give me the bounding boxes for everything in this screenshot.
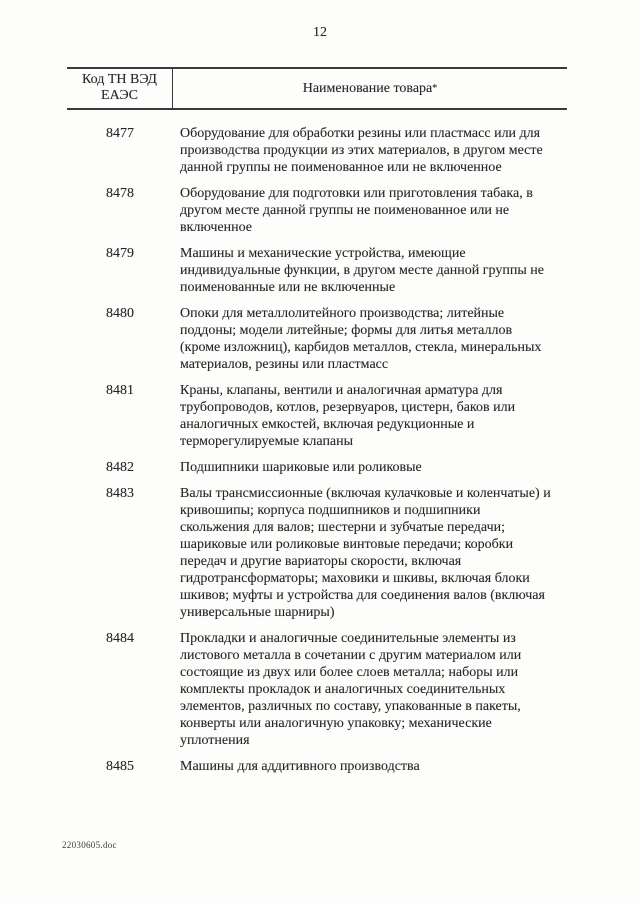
column-header-name: Наименование товара * — [302, 80, 438, 96]
table-row — [67, 485, 567, 621]
code-cell: 8477 — [106, 126, 134, 141]
column-header-name-label: Наименование товара — [302, 80, 433, 96]
table-row — [67, 125, 567, 176]
product-name-cell: Краны, клапаны, вентили и аналогичная арматура для трубопроводов, котлов, резервуаров, цистерн, баков или аналогичных емкостей, включая редукционные и терморегулируемые клапаны — [180, 383, 516, 449]
code-cell: 8478 — [106, 186, 134, 201]
code-cell: 8482 — [106, 460, 134, 475]
product-name-cell: Прокладки и аналогичные соединительные элементы из листового металла в сочетании с другим материалом или состоящие из двух или более слоев металла; наборы или комплекты прокладок и аналогичных соединительных элементов, различных по составу, упакованные в пакеты, конверты или аналогичную упаковку; механические уплотнения — [180, 631, 522, 748]
table-row — [67, 185, 567, 236]
code-cell: 8480 — [106, 306, 134, 321]
table-row — [67, 459, 567, 476]
code-cell: 8483 — [106, 486, 134, 501]
column-header-code: Код ТН ВЭД ЕАЭС — [67, 69, 173, 108]
page-number: 12 — [313, 25, 327, 40]
footer-filename: 22030605.doc — [62, 840, 117, 850]
code-cell: 8485 — [106, 759, 134, 774]
code-cell: 8484 — [106, 631, 134, 646]
product-name-cell: Машины для аддитивного производства — [180, 759, 420, 774]
product-name-cell: Оборудование для обработки резины или пластмасс или для производства продукции из этих материалов, в другом месте данной группы не поименованное или не включенное — [180, 126, 543, 175]
table-row — [67, 305, 567, 373]
product-name-cell: Оборудование для подготовки или приготовления табака, в другом месте данной группы не поименованное или не включенное — [180, 186, 533, 235]
product-name-cell: Опоки для металлолитейного производства; литейные поддоны; модели литейные; формы для литья металлов (кроме изложниц), карбидов металлов, стекла, минеральных материалов, резины или пластмасс — [180, 306, 542, 372]
table-header-row — [67, 67, 567, 110]
table-body — [67, 110, 567, 775]
tariff-code-table — [67, 67, 567, 784]
code-cell: 8479 — [106, 246, 134, 261]
table-row — [67, 630, 567, 749]
product-name-cell: Подшипники шариковые или роликовые — [180, 460, 422, 475]
product-name-cell: Валы трансмиссионные (включая кулачковые и коленчатые) и кривошипы; корпуса подшипников и подшипники скольжения для валов; шестерни и зубчатые передачи; шариковые или роликовые винтовые передачи; коробки передач и другие вариаторы скорости, включая гидротрансформаторы; маховики и шкивы, включая блоки шкивов; муфты и устройства для соединения валов (включая универсальные шарниры) — [180, 486, 551, 620]
table-row — [67, 382, 567, 450]
table-row — [67, 245, 567, 296]
product-name-cell: Машины и механические устройства, имеющие индивидуальные функции, в другом месте данной группы не поименованные или не включенные — [180, 246, 544, 295]
table-row — [67, 758, 567, 775]
code-cell: 8481 — [106, 383, 134, 398]
